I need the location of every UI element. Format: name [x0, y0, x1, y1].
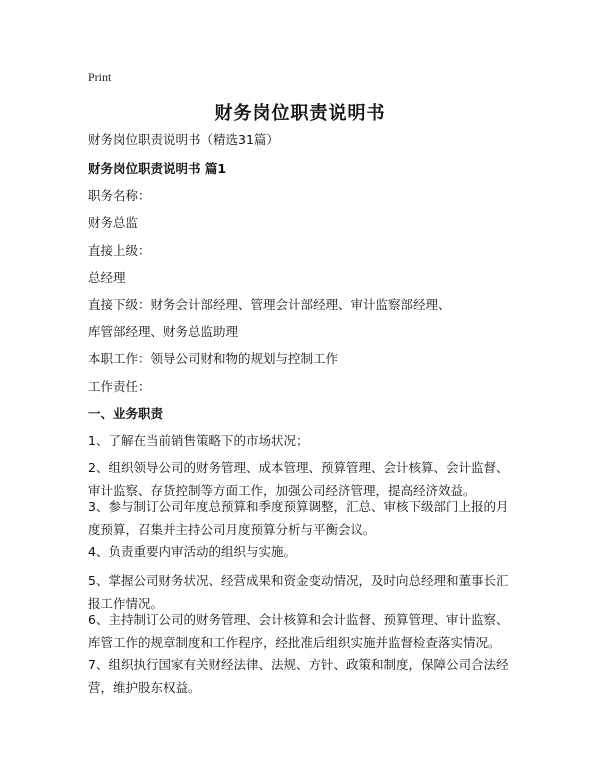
- paragraph-main-work: 本职工作：领导公司财和物的规划与控制工作: [88, 351, 339, 366]
- duty-item: 4、负责重要内审活动的组织与实施。: [88, 544, 296, 559]
- duty-item: 5、掌握公司财务状况、经营成果和资金变动情况，及时向总经理和董事长汇报工作情况。: [88, 573, 509, 611]
- paragraph-subordinates: 直接下级：财务会计部经理、管理会计部经理、审计监察部经理、: [88, 297, 451, 312]
- duty-item: 2、组织领导公司的财务管理、成本管理、预算管理、会计核算、会计监督、审计监察、存货控制等方面工作，加强公司经济管理，提高经济效益。: [88, 460, 509, 498]
- paragraph-job-title-label: 职务名称：: [88, 188, 151, 203]
- document-subtitle: 财务岗位职责说明书（精选31篇）: [88, 132, 279, 147]
- duties-heading: 一、业务职责: [88, 406, 164, 421]
- paragraph-subordinates-cont: 库管部经理、财务总监助理: [88, 324, 239, 339]
- print-link[interactable]: Print: [88, 70, 112, 84]
- paragraph-superior-label: 直接上级：: [88, 243, 151, 258]
- document-title: 财务岗位职责说明书: [214, 103, 386, 124]
- section-heading: 财务岗位职责说明书 篇1: [88, 161, 227, 176]
- duty-item: 7、组织执行国家有关财经法律、法规、方针、政策和制度，保障公司合法经营，维护股东权益。: [88, 657, 509, 695]
- duty-item: 3、参与制订公司年度总预算和季度预算调整，汇总、审核下级部门上报的月度预算，召集并主持公司月度预算分析与平衡会议。: [88, 499, 509, 537]
- duty-item: 1、了解在当前销售策略下的市场状况；: [88, 433, 309, 448]
- paragraph-superior-value: 总经理: [88, 270, 126, 285]
- paragraph-job-title-value: 财务总监: [88, 215, 139, 230]
- duty-item: 6、主持制订公司的财务管理、会计核算和会计监督、预算管理、审计监察、库管工作的规章制度和工作程序，经批准后组织实施并监督检查落实情况。: [88, 612, 509, 650]
- paragraph-responsibilities-label: 工作责任：: [88, 379, 151, 394]
